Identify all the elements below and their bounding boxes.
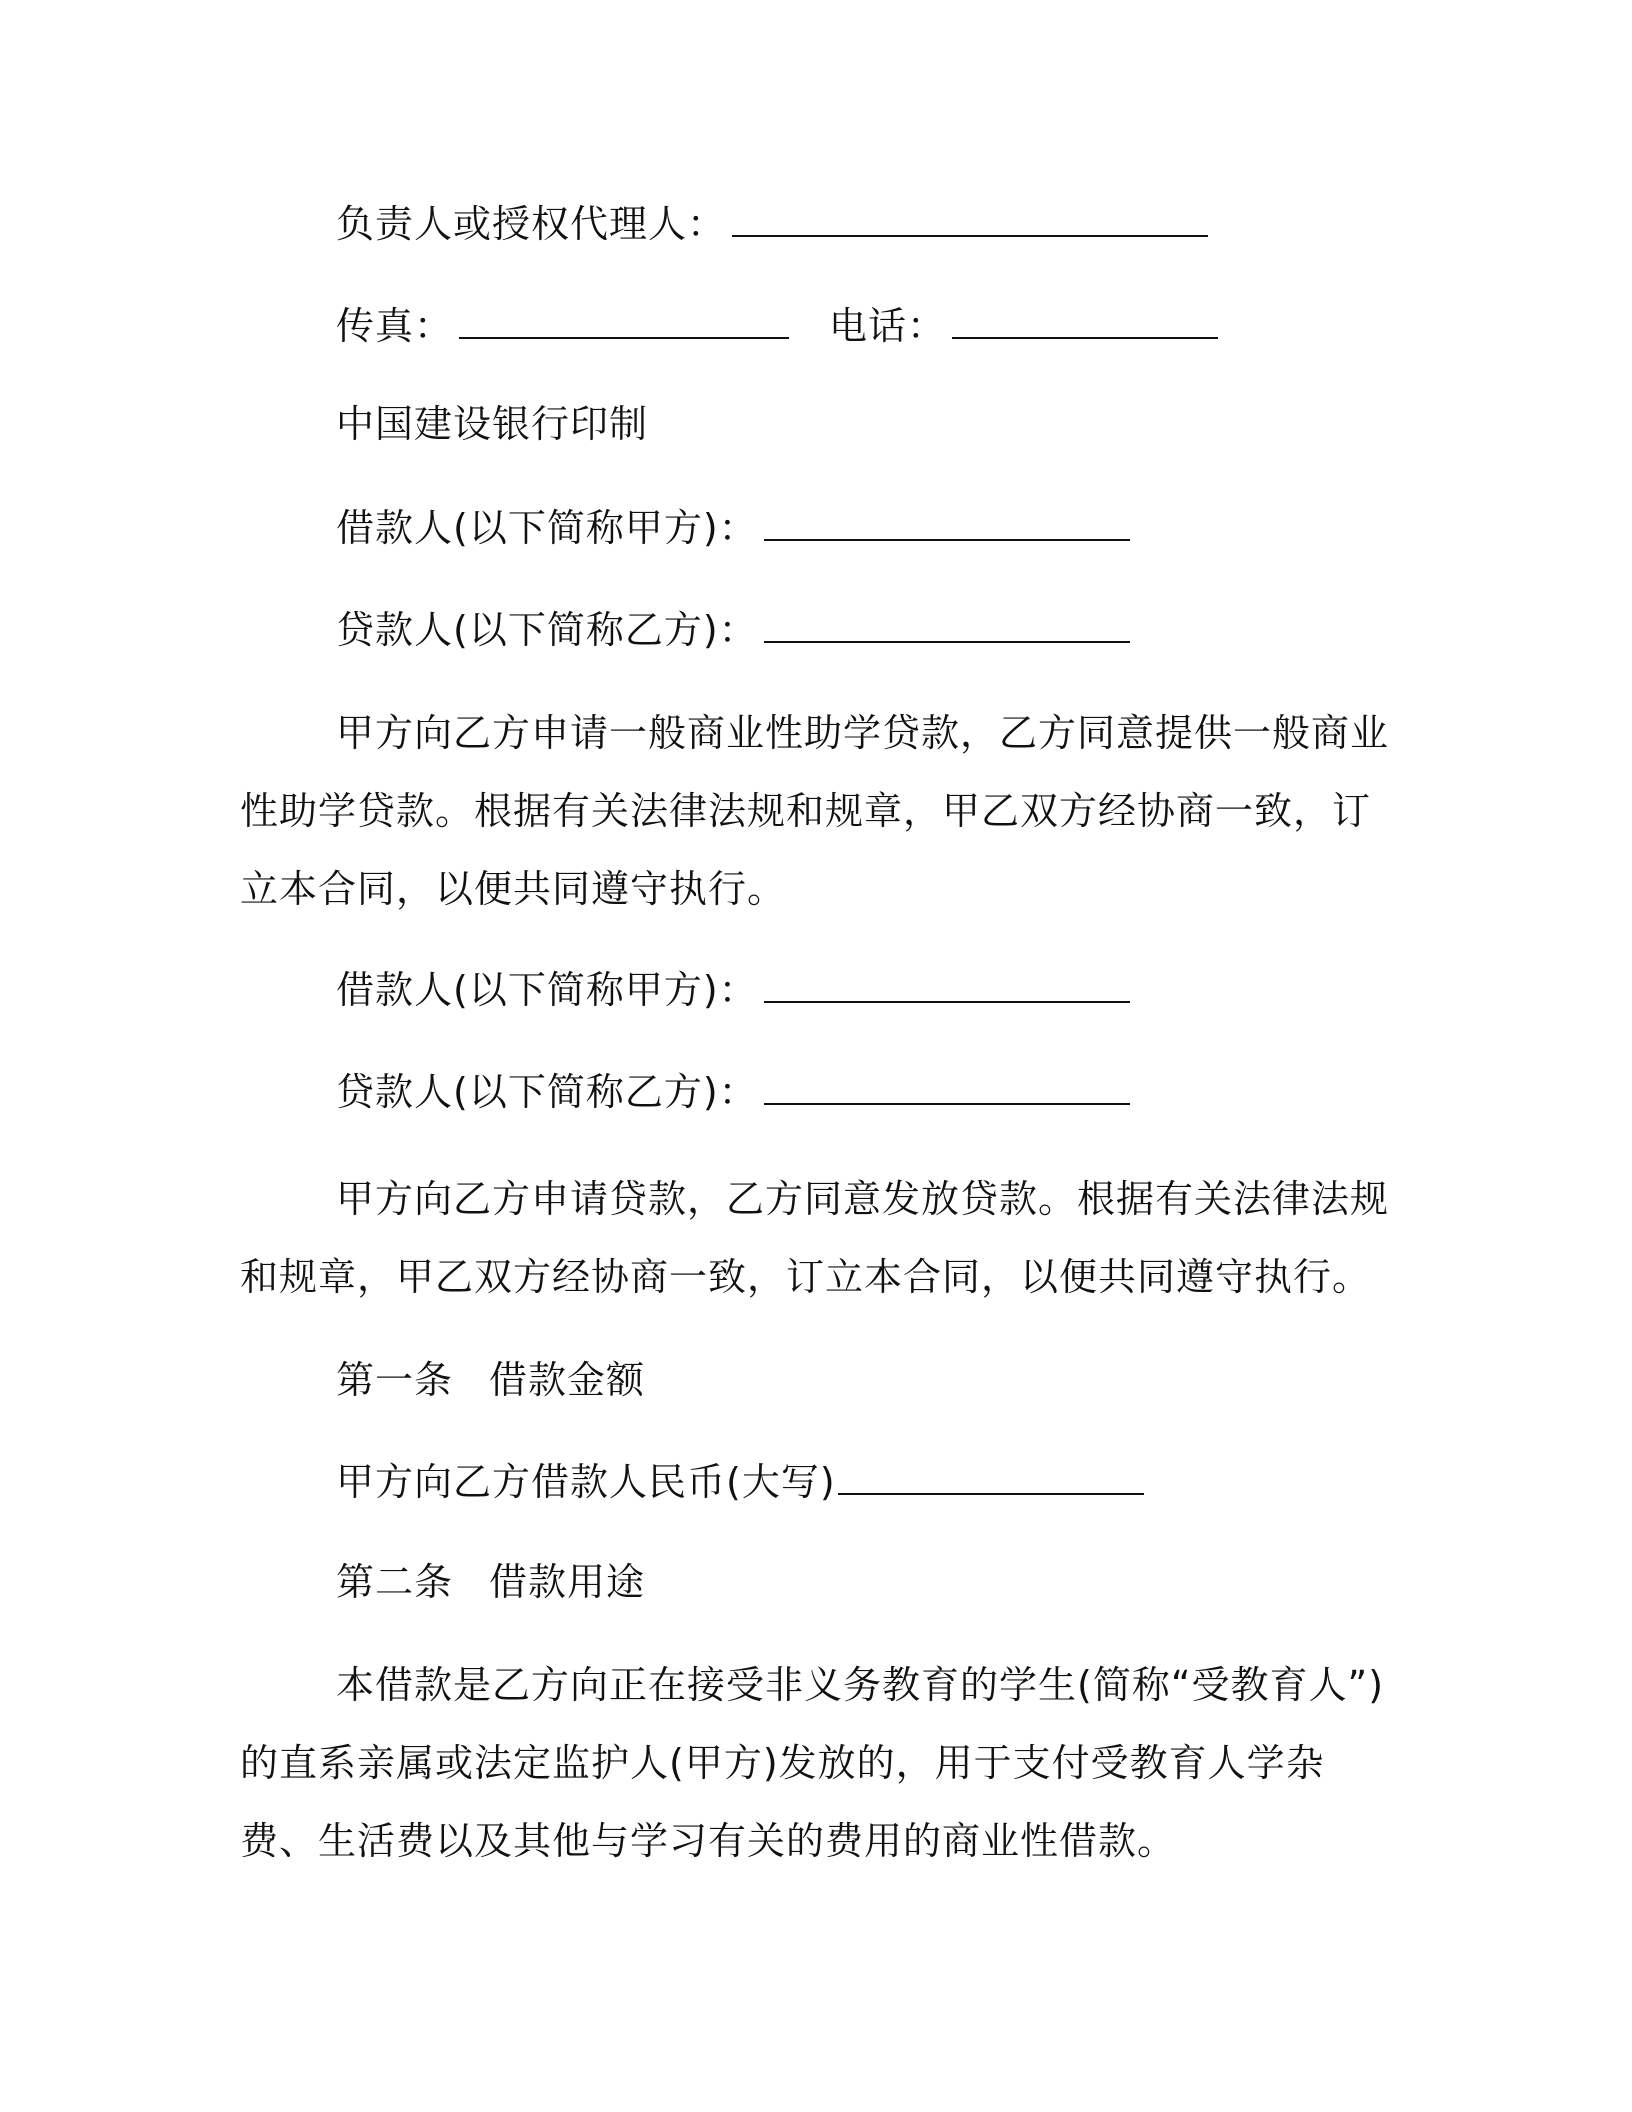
- borrower-blank[interactable]: [764, 971, 1130, 1003]
- article-1-heading: [336, 1356, 645, 1404]
- printer-line: [336, 400, 648, 448]
- article-2-title: 借款用途: [489, 1560, 646, 1604]
- fax-label: 传真：: [336, 304, 454, 348]
- lender-blank[interactable]: [764, 1073, 1130, 1105]
- fax-blank[interactable]: [459, 307, 789, 339]
- amount-line: [336, 1458, 1144, 1506]
- article-1-number: 第一条: [336, 1358, 454, 1402]
- article-1-title: 借款金额: [489, 1358, 646, 1402]
- printer-text: 中国建设银行印制: [336, 402, 649, 446]
- borrower-label: 借款人(以下简称甲方)：: [336, 506, 758, 550]
- article-2-number: 第二条: [336, 1560, 454, 1604]
- representative-label: 负责人或授权代理人：: [336, 202, 727, 246]
- borrower-blank[interactable]: [764, 509, 1130, 541]
- intro-paragraph-1: 甲方向乙方申请一般商业性助学贷款，乙方同意提供一般商业性助学贷款。根据有关法律法规和规章，甲乙双方经协商一致，订立本合同，以便共同遵守执行。: [240, 711, 1390, 911]
- representative-blank[interactable]: [732, 205, 1208, 237]
- lender-label: 贷款人(以下简称乙方)：: [336, 1070, 758, 1114]
- lender-line-1: [336, 606, 1130, 654]
- borrower-line-2: [336, 966, 1130, 1014]
- intro-paragraph-2: 甲方向乙方申请贷款，乙方同意发放贷款。根据有关法律法规和规章，甲乙双方经协商一致，订立本合同，以便共同遵守执行。: [240, 1177, 1390, 1299]
- fax-phone-line: [336, 302, 1218, 350]
- phone-label: 电话：: [829, 304, 947, 348]
- phone-blank[interactable]: [952, 307, 1218, 339]
- borrower-line-1: [336, 504, 1130, 552]
- purpose-paragraph: 本借款是乙方向正在接受非义务教育的学生(简称“受教育人”)的直系亲属或法定监护人(甲方)发放的，用于支付受教育人学杂费、生活费以及其他与学习有关的费用的商业性借款。: [240, 1663, 1385, 1863]
- representative-line: [336, 200, 1208, 248]
- amount-blank[interactable]: [838, 1463, 1144, 1495]
- lender-line-2: [336, 1068, 1130, 1116]
- borrower-label: 借款人(以下简称甲方)：: [336, 968, 758, 1012]
- amount-label: 甲方向乙方借款人民币(大写): [336, 1460, 836, 1504]
- lender-blank[interactable]: [764, 611, 1130, 643]
- article-2-heading: [336, 1558, 645, 1606]
- lender-label: 贷款人(以下简称乙方)：: [336, 608, 758, 652]
